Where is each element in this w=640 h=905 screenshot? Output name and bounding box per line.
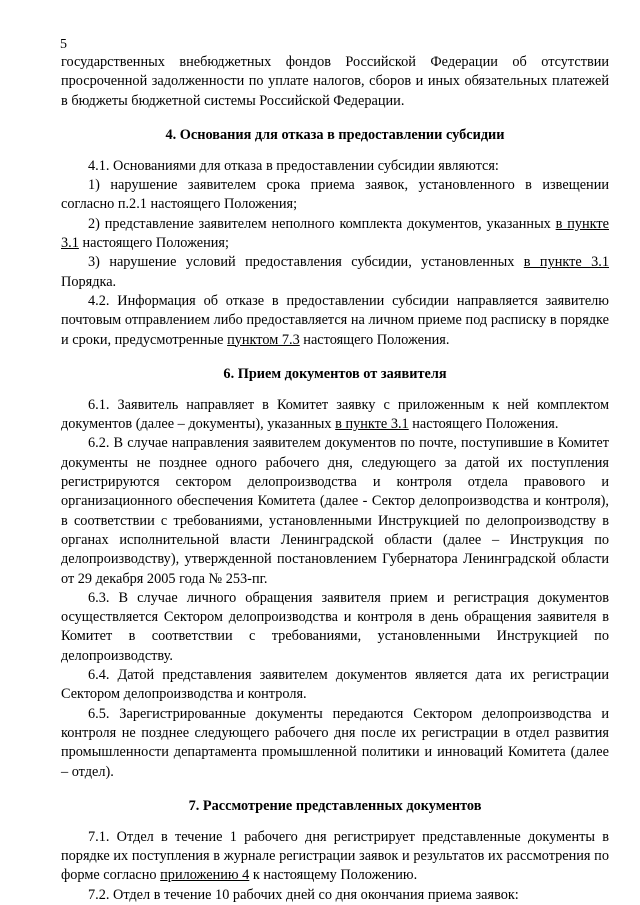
paragraph-4-1: 4.1. Основаниями для отказа в предоставлении субсидии являются: xyxy=(88,157,499,174)
page-number: 5 xyxy=(60,37,67,52)
paragraph-text: 6.1. Заявитель направляет в Комитет заявку с приложенным к ней комплектом документов (далее – документы), указанных xyxy=(61,396,609,433)
section-7-title: 7. Рассмотрение представленных документов xyxy=(188,797,482,814)
section-4-title: 4. Основания для отказа в предоставлении субсидии xyxy=(165,126,505,143)
paragraph-6-5: 6.5. Зарегистрированные документы передаются Сектором делопроизводства и контроля не позднее следующего рабочего дня после их регистрации в отдел развития промышленности департамента промышленной политики и инноваций Комитета (далее – отдел). xyxy=(61,705,609,780)
section-6-title: 6. Прием документов от заявителя xyxy=(223,365,447,382)
paragraph-4-1-3 xyxy=(61,253,609,292)
paragraph-text: настоящего Положения. xyxy=(299,331,450,348)
paragraph-4-1-2 xyxy=(61,215,609,254)
paragraph-text: 3) нарушение условий предоставления субсидии, установленных xyxy=(88,254,524,271)
paragraph-6-2: 6.2. В случае направления заявителем документов по почте, поступившие в Комитет документы не позднее одного рабочего дня, следующего за датой их поступления регистрируются сектором делопроизводства и контроля отдела правового и организационного обеспечения Комитета (далее - Сектор делопроизводства и контроля), в соответствии с требованиями, установленными Инструкцией по делопроизводству в органах исполнительной власти Ленинградской области (далее – Инструкция по делопроизводству), утвержденной постановлением Губернатора Ленинградской области от 29 декабря 2005 года № 253-пг. xyxy=(61,435,609,587)
paragraph-text: к настоящему Положению. xyxy=(249,867,418,884)
paragraph-text: 2) представление заявителем неполного комплекта документов, указанных xyxy=(88,215,556,232)
paragraph-6-4: 6.4. Датой представления заявителем документов является дата их регистрации Сектором делопроизводства и контроля. xyxy=(61,667,609,703)
paragraph-text: настоящего Положения; xyxy=(78,235,229,252)
link-point-7-3[interactable]: пунктом 7.3 xyxy=(227,331,300,348)
paragraph-7-1 xyxy=(61,828,609,886)
document-body xyxy=(61,53,609,905)
link-appendix-4[interactable]: приложению 4 xyxy=(160,867,250,884)
paragraph-4-1-1: 1) нарушение заявителем срока приема заявок, установленного в извещении согласно п.2.1 настоящего Положения; xyxy=(61,177,609,213)
link-point-3-1[interactable]: в пункте 3.1 xyxy=(335,416,409,433)
paragraph-6-1 xyxy=(61,396,609,435)
paragraph-text: 4.2. Информация об отказе в предоставлении субсидии направляется заявителю почтовым отправлением либо предоставляется на личном приеме под расписку в порядке и сроки, предусмотренные xyxy=(61,292,609,348)
paragraph-text: 7.1. Отдел в течение 1 рабочего дня регистрирует представленные документы в порядке их поступления в журнале регистрации заявок и результатов их рассмотрения по форме согласно xyxy=(61,828,609,884)
intro-paragraph: государственных внебюджетных фондов Российской Федерации об отсутствии просроченной задолженности по уплате налогов, сборов и иных обязательных платежей в бюджеты бюджетной системы Российской Федерации. xyxy=(61,54,609,109)
link-point-3-1[interactable]: в пункте 3.1 xyxy=(523,254,610,271)
link-point-3-1[interactable]: в пункте 3.1 xyxy=(61,215,609,252)
paragraph-7-2: 7.2. Отдел в течение 10 рабочих дней со дня окончания приема заявок: xyxy=(88,886,519,903)
paragraph-4-2 xyxy=(61,292,609,350)
paragraph-6-3: 6.3. В случае личного обращения заявителя прием и регистрация документов осуществляется Сектором делопроизводства и контроля в день обращения заявителя в Комитет в соответствии с требованиями, установленными Инструкцией по делопроизводству. xyxy=(61,589,609,664)
paragraph-text: Порядка. xyxy=(61,273,117,290)
paragraph-text: настоящего Положения. xyxy=(408,416,559,433)
